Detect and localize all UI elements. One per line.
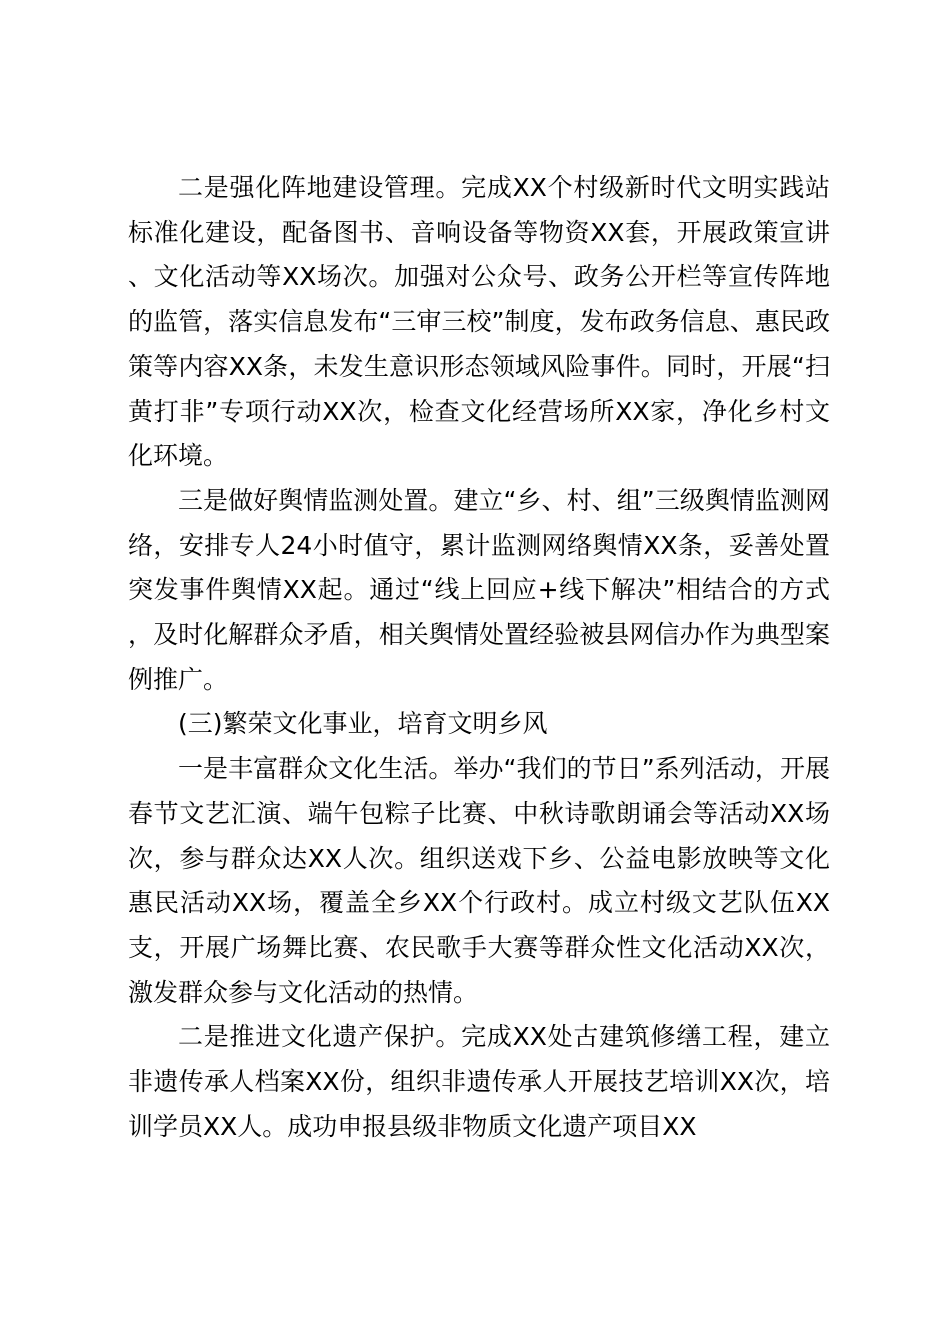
paragraph-public-opinion: 三是做好舆情监测处置。建立“乡、村、组”三级舆情监测网络，安排专人24小时值守，累计监测网络舆情XX条，妥善处置突发事件舆情XX起。通过“线上回应+线下解决”相结合的方式，及时化解群众矛盾，相关舆情处置经验被县网信办作为典型案例推广。	[128, 485, 830, 694]
section-heading-culture: (三)繁荣文化事业，培育文明乡风	[178, 709, 548, 739]
paragraph-position-building: 二是强化阵地建设管理。完成XX个村级新时代文明实践站标准化建设，配备图书、音响设备等物资XX套，开展政策宣讲、文化活动等XX场次。加强对公众号、政务公开栏等宣传阵地的监管，落实信息发布“三审三校”制度，发布政务信息、惠民政策等内容XX条，未发生意识形态领域风险事件。同时，开展“扫黄打非”专项行动XX次，检查文化经营场所XX家，净化乡村文化环境。	[128, 173, 830, 471]
document-body	[128, 166, 830, 1149]
paragraph-cultural-life: 一是丰富群众文化生活。举办“我们的节日”系列活动，开展春节文艺汇演、端午包粽子比赛、中秋诗歌朗诵会等活动XX场次，参与群众达XX人次。组织送戏下乡、公益电影放映等文化惠民活动XX场，覆盖全乡XX个行政村。成立村级文艺队伍XX支，开展广场舞比赛、农民歌手大赛等群众性文化活动XX次，激发群众参与文化活动的热情。	[128, 754, 830, 1007]
paragraph-heritage-protection: 二是推进文化遗产保护。完成XX处古建筑修缮工程，建立非遗传承人档案XX份，组织非遗传承人开展技艺培训XX次，培训学员XX人。成功申报县级非物质文化遗产项目XX	[128, 1022, 830, 1141]
